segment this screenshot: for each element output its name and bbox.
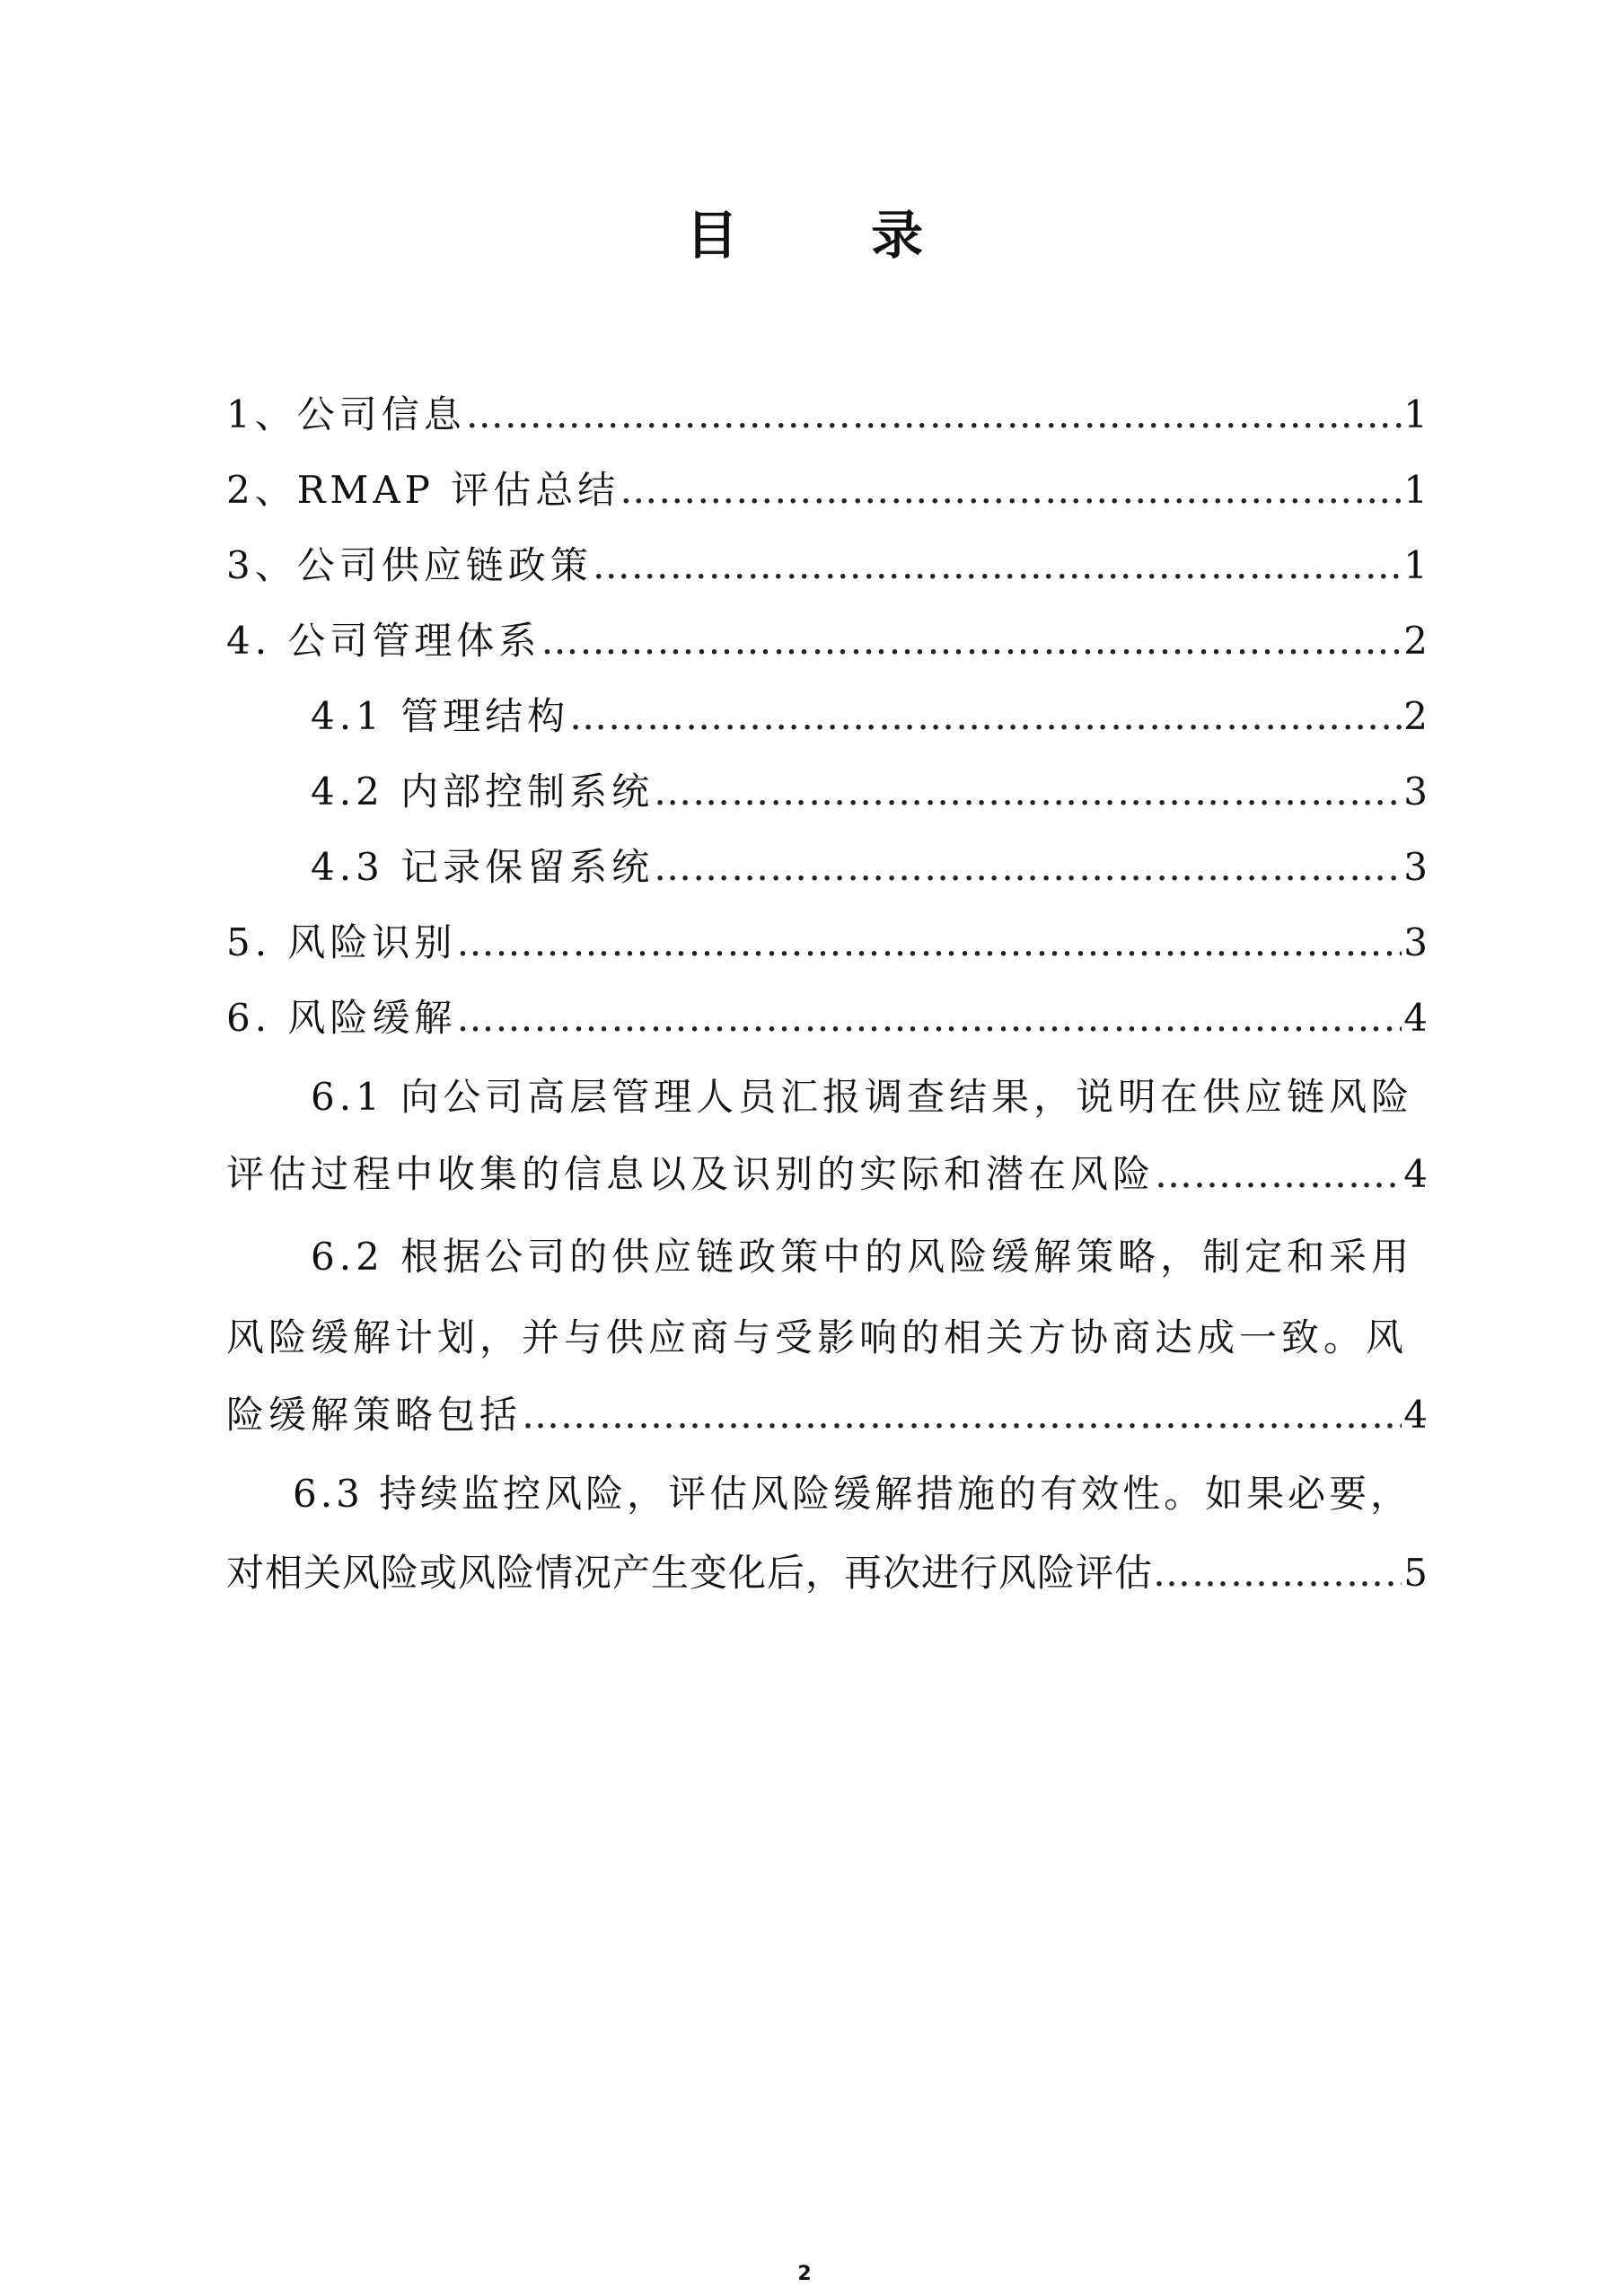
toc-entry-label: 对相关风险或风险情况产生变化后，再次进行风险评估	[226, 1551, 1154, 1595]
dot-leader	[654, 840, 1402, 894]
dot-leader	[620, 463, 1402, 517]
toc-entry-6-1-line1[interactable]: 6.1 向公司高层管理人员汇报调查结果，说明在供应链风险	[311, 1075, 1414, 1119]
toc-entry-label: 6. 风险缓解	[226, 996, 457, 1040]
dot-leader	[593, 539, 1402, 593]
toc-entry-label: 评估过程中收集的信息以及识别的实际和潜在风险	[226, 1152, 1156, 1196]
toc-entry-6-2-line1[interactable]: 6.2 根据公司的供应链政策中的风险缓解策略，制定和采用	[311, 1235, 1414, 1279]
dot-leader	[541, 614, 1402, 668]
toc-entry-label: 险缓解策略包括	[226, 1393, 523, 1437]
toc-page-number: 4	[1403, 1152, 1428, 1196]
toc-entry-4-1[interactable]	[311, 690, 1428, 743]
page-number-footer: 2	[797, 2263, 812, 2285]
toc-entry-label: 4.2 内部控制系统	[311, 770, 655, 814]
toc-page-number: 4	[1403, 996, 1428, 1040]
dot-leader	[456, 916, 1402, 970]
dot-leader	[569, 690, 1402, 743]
toc-entry-6-3[interactable]	[226, 1546, 1428, 1600]
dot-leader	[466, 388, 1402, 442]
toc-entry-label: 1、公司信息	[226, 392, 466, 436]
toc-entry-1[interactable]	[226, 388, 1428, 442]
toc-page-number: 4	[1403, 1393, 1428, 1437]
toc-entry-label: 2、RMAP 评估总结	[226, 468, 620, 512]
toc-entry-6[interactable]	[226, 991, 1428, 1045]
toc-page-number: 3	[1403, 770, 1428, 814]
toc-entry-label: 4.1 管理结构	[311, 694, 570, 738]
toc-page-number: 1	[1403, 543, 1428, 587]
toc-page-number: 1	[1403, 392, 1428, 436]
toc-page-number: 5	[1403, 1551, 1428, 1595]
page-title: 目 录	[685, 205, 981, 266]
toc-entry-4[interactable]	[226, 614, 1428, 668]
dot-leader	[1153, 1546, 1402, 1600]
toc-entry-label: 4. 公司管理体系	[226, 619, 541, 663]
dot-leader	[654, 765, 1402, 819]
toc-page-number: 3	[1403, 845, 1428, 889]
toc-entry-3[interactable]	[226, 539, 1428, 593]
toc-entry-6-2-line2[interactable]: 风险缓解计划，并与供应商与受影响的相关方协商达成一致。风	[226, 1315, 1409, 1359]
toc-entry-label: 5. 风险识别	[226, 920, 457, 964]
toc-entry-6-1[interactable]	[226, 1148, 1428, 1201]
toc-entry-4-3[interactable]	[311, 840, 1428, 894]
toc-entry-4-2[interactable]	[311, 765, 1428, 819]
toc-entry-5[interactable]	[226, 916, 1428, 970]
dot-leader	[1155, 1148, 1402, 1201]
dot-leader	[522, 1388, 1402, 1442]
toc-entry-label: 3、公司供应链政策	[226, 543, 593, 587]
toc-entry-6-2[interactable]	[226, 1388, 1428, 1442]
toc-page-number: 3	[1403, 920, 1428, 964]
toc-page-number: 2	[1403, 694, 1428, 738]
toc-entry-6-3-line1[interactable]: 6.3 持续监控风险，评估风险缓解措施的有效性。如果必要，	[293, 1472, 1412, 1516]
toc-entry-2[interactable]	[226, 463, 1428, 517]
toc-page-number: 2	[1403, 619, 1428, 663]
toc-page-number: 1	[1403, 468, 1428, 512]
dot-leader	[456, 991, 1402, 1045]
toc-entry-label: 4.3 记录保留系统	[311, 845, 655, 889]
